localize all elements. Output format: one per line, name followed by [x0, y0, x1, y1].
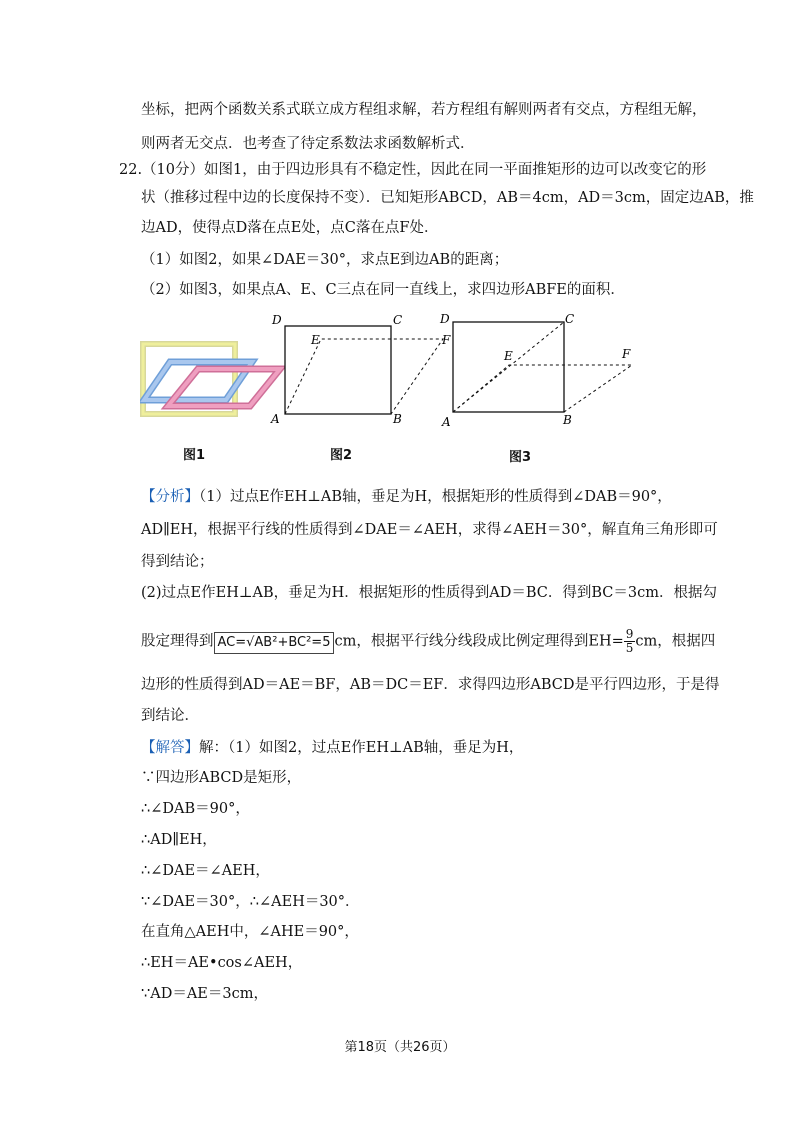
problem-22-line-3: 边AD，使得点D落在点E处，点C落在点F处．	[141, 220, 439, 236]
answer-line-3: ∴∠DAB＝90°，	[141, 801, 250, 817]
fig2-label-C: C	[393, 313, 403, 327]
fig2-label-E: E	[311, 333, 320, 347]
figure-3-caption: 图3	[509, 450, 532, 465]
eh-denominator: 5	[625, 641, 634, 655]
text-line-1: 坐标，把两个函数关系式联立成方程组求解，若方程组有解则两者有交点，方程组无解，	[141, 102, 707, 118]
answer-line-6: ∵∠DAE＝30°，∴∠AEH＝30°．	[141, 894, 360, 910]
answer-line-4: ∴AD∥EH，	[141, 832, 217, 848]
analysis-line-4: (2)过点E作EH⊥AB，垂足为H．根据矩形的性质得到AD＝BC．得到BC＝3cm．根据勾	[141, 585, 717, 601]
analysis-line-3: 得到结论；	[141, 554, 214, 570]
analysis-line-6: 边形的性质得到AD＝AE＝BF，AB＝DC＝EF．求得四边形ABCD是平行四边形，于是得	[141, 677, 720, 693]
eh-fraction	[624, 628, 636, 655]
fig3-label-B: B	[563, 413, 572, 427]
fig3-label-F: F	[622, 347, 631, 361]
fig3-label-D: D	[440, 312, 450, 326]
analysis-line-1	[141, 487, 672, 507]
analysis-line-2: AD∥EH，根据平行线的性质得到∠DAE＝∠AEH，求得∠AEH＝30°，解直角三角形即可	[141, 522, 718, 538]
figure-1-caption: 图1	[183, 448, 206, 463]
eh-label: EH=	[588, 633, 624, 650]
figure-2-caption: 图2	[330, 448, 353, 463]
figure-2-diagram	[265, 310, 460, 430]
analysis-text-5c: cm，根据四	[635, 633, 716, 650]
answer-tag: 【解答】	[141, 740, 199, 756]
fig2-label-B: B	[393, 412, 402, 426]
ac-formula: AC=√AB²+BC²=5	[214, 632, 335, 654]
fig3-label-C: C	[565, 312, 575, 326]
eh-numerator: 9	[625, 627, 634, 641]
analysis-text-1: （1）过点E作EH⊥AB轴，垂足为H，根据矩形的性质得到∠DAB＝90°，	[199, 489, 672, 505]
problem-22-line-2: 状（推移过程中边的长度保持不变）．已知矩形ABCD，AB＝4cm，AD＝3cm，固定边AB，推	[141, 190, 754, 206]
fig3-label-A: A	[442, 415, 451, 429]
question-2: （2）如图3，如果点A、E、C三点在同一直线上，求四边形ABFE的面积．	[141, 282, 625, 298]
answer-line-2: ∵四边形ABCD是矩形，	[141, 770, 302, 786]
answer-line-7: 在直角△AEH中，∠AHE＝90°，	[141, 924, 359, 940]
analysis-text-5a: 股定理得到	[141, 633, 214, 650]
answer-text-1: 解：（1）如图2，过点E作EH⊥AB轴，垂足为H，	[199, 740, 524, 756]
analysis-line-5	[141, 628, 715, 655]
question-1: （1）如图2，如果∠DAE＝30°，求点E到边AB的距离；	[141, 252, 509, 268]
answer-line-9: ∵AD＝AE＝3cm，	[141, 986, 268, 1002]
figure-3-diagram	[435, 310, 640, 435]
answer-line-8: ∴EH＝AE•cos∠AEH，	[141, 955, 303, 971]
text-line-2: 则两者无交点．也考查了待定系数法求函数解析式．	[141, 136, 475, 152]
answer-line-5: ∴∠DAE＝∠AEH，	[141, 863, 270, 879]
page-footer: 第18页（共26页）	[344, 1040, 456, 1055]
analysis-text-5b: cm，根据平行线分线段成比例定理得到	[334, 633, 589, 650]
fig2-label-A: A	[271, 412, 280, 426]
problem-22-line-1: 22.（10分）如图1，由于四边形具有不稳定性，因此在同一平面推矩形的边可以改变它的形	[119, 162, 707, 178]
fig3-label-E: E	[504, 349, 513, 363]
figure-1-image	[140, 340, 285, 422]
fig2-label-F: F	[442, 333, 451, 347]
analysis-line-7: 到结论．	[141, 708, 199, 724]
answer-line-1	[141, 738, 523, 758]
fig2-label-D: D	[272, 313, 282, 327]
analysis-tag: 【分析】	[141, 489, 199, 505]
